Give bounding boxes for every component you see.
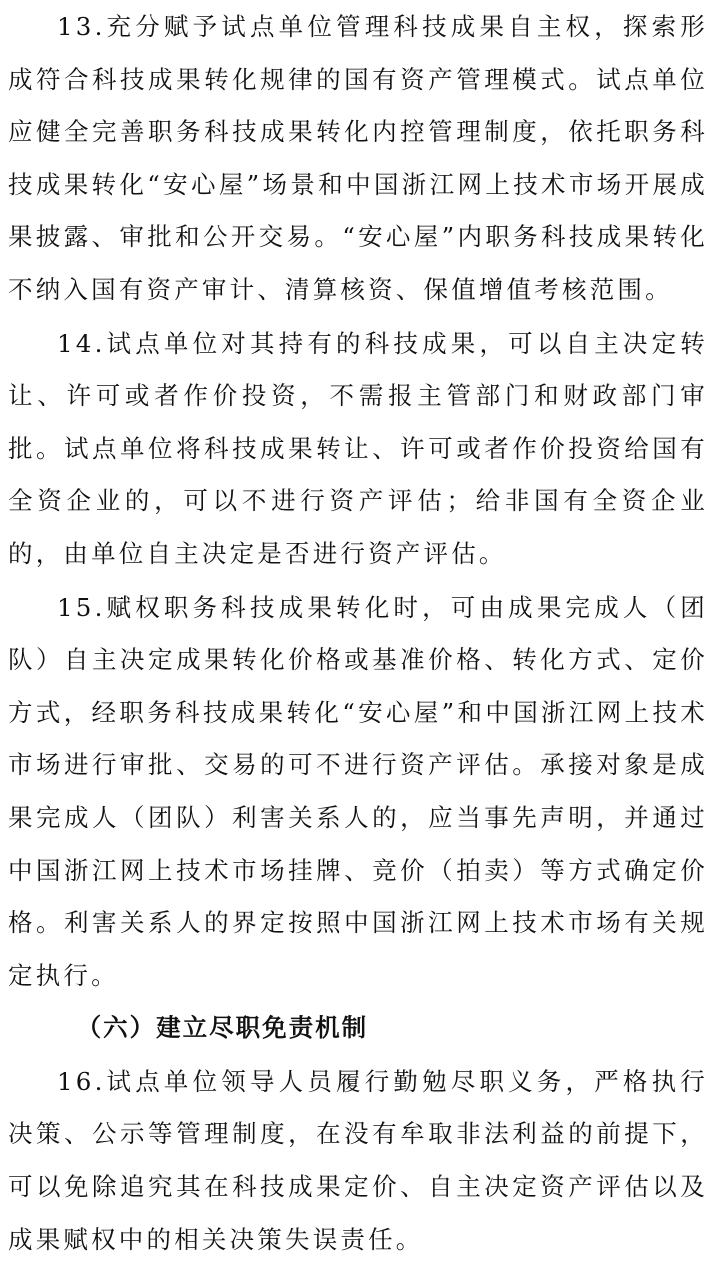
paragraph-15: 15.赋权职务科技成果转化时，可由成果完成人（团队）自主决定成果转化价格或基准价格、转化方式、定价方式，经职务科技成果转化“安心屋”和中国浙江网上技术市场进行审批、交易的可不进行资产评估。承接对象是成果完成人（团队）利害关系人的，应当事先声明，并通过中国浙江网上技术市场挂牌、竞价（拍卖）等方式确定价格。利害关系人的界定按照中国浙江网上技术市场有关规定执行。: [8, 592, 708, 990]
paragraph-14: 14.试点单位对其持有的科技成果，可以自主决定转让、许可或者作价投资，不需报主管部门和财政部门审批。试点单位将科技成果转让、许可或者作价投资给国有全资企业的，可以不进行资产评估；给非国有全资企业的，由单位自主决定是否进行资产评估。: [8, 328, 708, 568]
document-body: [8, 0, 708, 1266]
paragraph-13: 13.充分赋予试点单位管理科技成果自主权，探索形成符合科技成果转化规律的国有资产管理模式。试点单位应健全完善职务科技成果转化内控管理制度，依托职务科技成果转化“安心屋”场景和中国浙江网上技术市场开展成果披露、审批和公开交易。“安心屋”内职务科技成果转化不纳入国有资产审计、清算核资、保值增值考核范围。: [8, 12, 708, 304]
section-heading: （六）建立尽职免责机制: [76, 1013, 369, 1043]
paragraph-16: 16.试点单位领导人员履行勤勉尽职义务，严格执行决策、公示等管理制度，在没有牟取非法利益的前提下，可以免除追究其在科技成果定价、自主决定资产评估以及成果赋权中的相关决策失误责任。: [8, 1066, 708, 1254]
